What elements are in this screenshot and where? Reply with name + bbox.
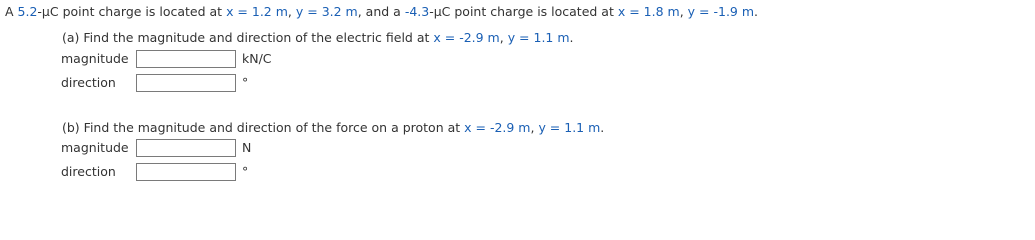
charge-1-value: 5.2: [17, 4, 38, 19]
intro-text-3: , and a: [357, 4, 405, 19]
part-a-direction-input[interactable]: [136, 74, 236, 92]
part-a-magnitude-label: magnitude: [61, 51, 129, 66]
part-a-text: (a) Find the magnitude and direction of the electric field at: [62, 30, 434, 45]
part-b-direction-unit: °: [242, 164, 249, 179]
charge-2-value: -4.3: [404, 4, 430, 19]
part-a-y: y = 1.1 m: [507, 30, 570, 45]
part-b-direction-input[interactable]: [136, 163, 236, 181]
intro-text-2: -μC point charge is located at: [37, 4, 227, 19]
intro-comma-2: ,: [679, 4, 688, 19]
part-b-question: [62, 119, 604, 136]
part-b-y: y = 1.1 m: [538, 120, 601, 135]
charge-2-x: x = 1.8 m: [617, 4, 680, 19]
part-b-direction-label: direction: [61, 164, 116, 179]
part-b-magnitude-input[interactable]: [136, 139, 236, 157]
part-b-x: x = -2.9 m: [464, 120, 531, 135]
intro-comma-1: ,: [287, 4, 296, 19]
charge-2-y: y = -1.9 m: [687, 4, 755, 19]
part-b-text: (b) Find the magnitude and direction of the force on a proton at: [62, 120, 465, 135]
part-a-question: [62, 29, 574, 46]
part-b-end: .: [600, 120, 605, 135]
part-a-x: x = -2.9 m: [433, 30, 500, 45]
intro-text-1: A: [5, 4, 18, 19]
part-b-comma: ,: [530, 120, 539, 135]
part-a-comma: ,: [499, 30, 508, 45]
problem-statement: [5, 3, 758, 20]
part-a-direction-unit: °: [242, 75, 249, 90]
charge-1-y: y = 3.2 m: [295, 4, 358, 19]
part-a-end: .: [569, 30, 574, 45]
intro-end: .: [754, 4, 758, 19]
part-b-magnitude-unit: N: [242, 140, 252, 155]
part-a-direction-label: direction: [61, 75, 116, 90]
intro-text-4: -μC point charge is located at: [429, 4, 618, 19]
part-a-magnitude-unit: kN/C: [242, 51, 272, 66]
part-a-magnitude-input[interactable]: [136, 50, 236, 68]
charge-1-x: x = 1.2 m: [226, 4, 288, 19]
part-b-magnitude-label: magnitude: [61, 140, 129, 155]
